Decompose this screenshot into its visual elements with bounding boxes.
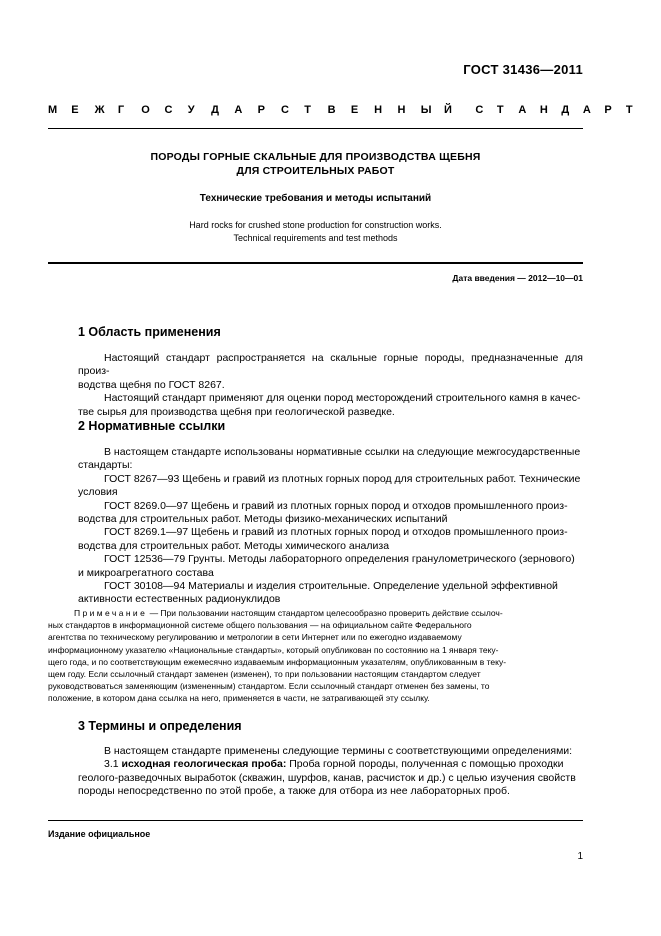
term-definition: 3.1 исходная геологическая проба: Проба горной породы, полученная с помощью проходки xyxy=(104,758,564,771)
document-subtitle: Технические требования и методы испытаний xyxy=(199,193,432,204)
section-3-body: В настоящем стандарте применены следующие термины с соответствующими определениями: 3.1 исходная геологическая проба: Проба горной породы, полученная с помощью проходки геолого-разведочных выработок (скважин, шурфов, канав, расчисток и др.) с целью изучения свойств породы непосредственно по этой пробе, а также для отбора из нее лабораторных проб. xyxy=(78,745,583,799)
reference-item: ГОСТ 8269.0—97 Щебень и гравий из плотных горных пород и отходов промышленного произ- xyxy=(104,499,568,512)
note-label: Примечание xyxy=(74,608,148,618)
document-title: ПОРОДЫ ГОРНЫЕ СКАЛЬНЫЕ ДЛЯ ПРОИЗВОДСТВА ЩЕБНЯ ДЛЯ СТРОИТЕЛЬНЫХ РАБОТ xyxy=(150,151,481,177)
introduction-date: Дата введения — 2012—10—01 xyxy=(452,273,583,283)
reference-item: ГОСТ 8267—93 Щебень и гравий из плотных горных пород для строительных работ. Технические xyxy=(104,472,581,485)
standard-word: С Т А Н Д А Р Т xyxy=(475,104,633,116)
interstate-word: М Е Ж Г О С У Д А Р С Т В Е Н Н Ы Й xyxy=(48,104,452,116)
gost-number: ГОСТ 31436—2011 xyxy=(463,62,583,77)
section-3-heading: 3 Термины и определения xyxy=(78,719,242,733)
title-divider xyxy=(48,262,583,264)
header-divider xyxy=(48,128,583,129)
section-1-body: Настоящий стандарт распространяется на скальные горные породы, предназначенные для произ- водства щебня по ГОСТ 8267. Настоящий стандарт применяют для оценки пород месторождений строительного камня в качес- тве сырья для производства щебня при геологической разведке. xyxy=(78,352,583,418)
note-block: Примечание — При пользовании настоящим стандартом целесообразно проверить действие ссылоч- ных стандартов в информационной системе общего пользования — на официальном сайте Федерального агентства по техническому регулированию и метрологии в сети Интернет или по ежегодно издаваемому информационному указателю «Национальные стандарты», который опубликован по состоянию на 1 января теку- щего года, и по соответствующим ежемесячно издаваемым информационным указателям, опубликованным в теку- щем году. Если ссылочный стандарт заменен (изменен), то при пользовании настоящим стандартом следует руководствоваться заменяющим (измененным) стандартом. Если ссылочный стандарт отменен без замены, то положение, в котором дана ссылка на него, применяется в части, не затрагивающей эту ссылку. xyxy=(48,608,507,704)
section-2-heading: 2 Нормативные ссылки xyxy=(78,419,226,433)
footer-divider xyxy=(48,820,583,821)
interstate-standard-banner xyxy=(48,104,633,116)
term-name: исходная геологическая проба: xyxy=(121,758,287,771)
official-edition-label: Издание официальное xyxy=(48,829,151,839)
reference-item: ГОСТ 8269.1—97 Щебень и гравий из плотных горных пород и отходов промышленного произ- xyxy=(104,526,568,539)
section-2-body: В настоящем стандарте использованы нормативные ссылки на следующие межгосударственные стандарты: ГОСТ 8267—93 Щебень и гравий из плотных горных пород для строительных работ. Технические условия ГОСТ 8269.0—97 Щебень и гравий из плотных горных пород и отходов промышленного произ- водства для строительных работ. Методы физико-механических испытаний ГОСТ 8269.1—97 Щебень и гравий из плотных горных пород и отходов промышленного произ- водства для строительных работ. Методы химического анализа ГОСТ 12536—79 Грунты. Методы лабораторного определения гранулометрического (зернового) и микроагрегатного состава ГОСТ 30108—94 Материалы и изделия строительные. Определение удельной эффективной активности естественных радионуклидов xyxy=(78,446,583,607)
page-number: 1 xyxy=(577,851,583,862)
english-title: Hard rocks for crushed stone production for construction works. Technical requirements and test methods xyxy=(189,220,442,243)
reference-item: ГОСТ 12536—79 Грунты. Методы лабораторного определения гранулометрического (зернового) xyxy=(104,553,575,566)
reference-item: ГОСТ 30108—94 Материалы и изделия строительные. Определение удельной эффективной xyxy=(104,580,558,593)
section-1-heading: 1 Область применения xyxy=(78,325,221,339)
